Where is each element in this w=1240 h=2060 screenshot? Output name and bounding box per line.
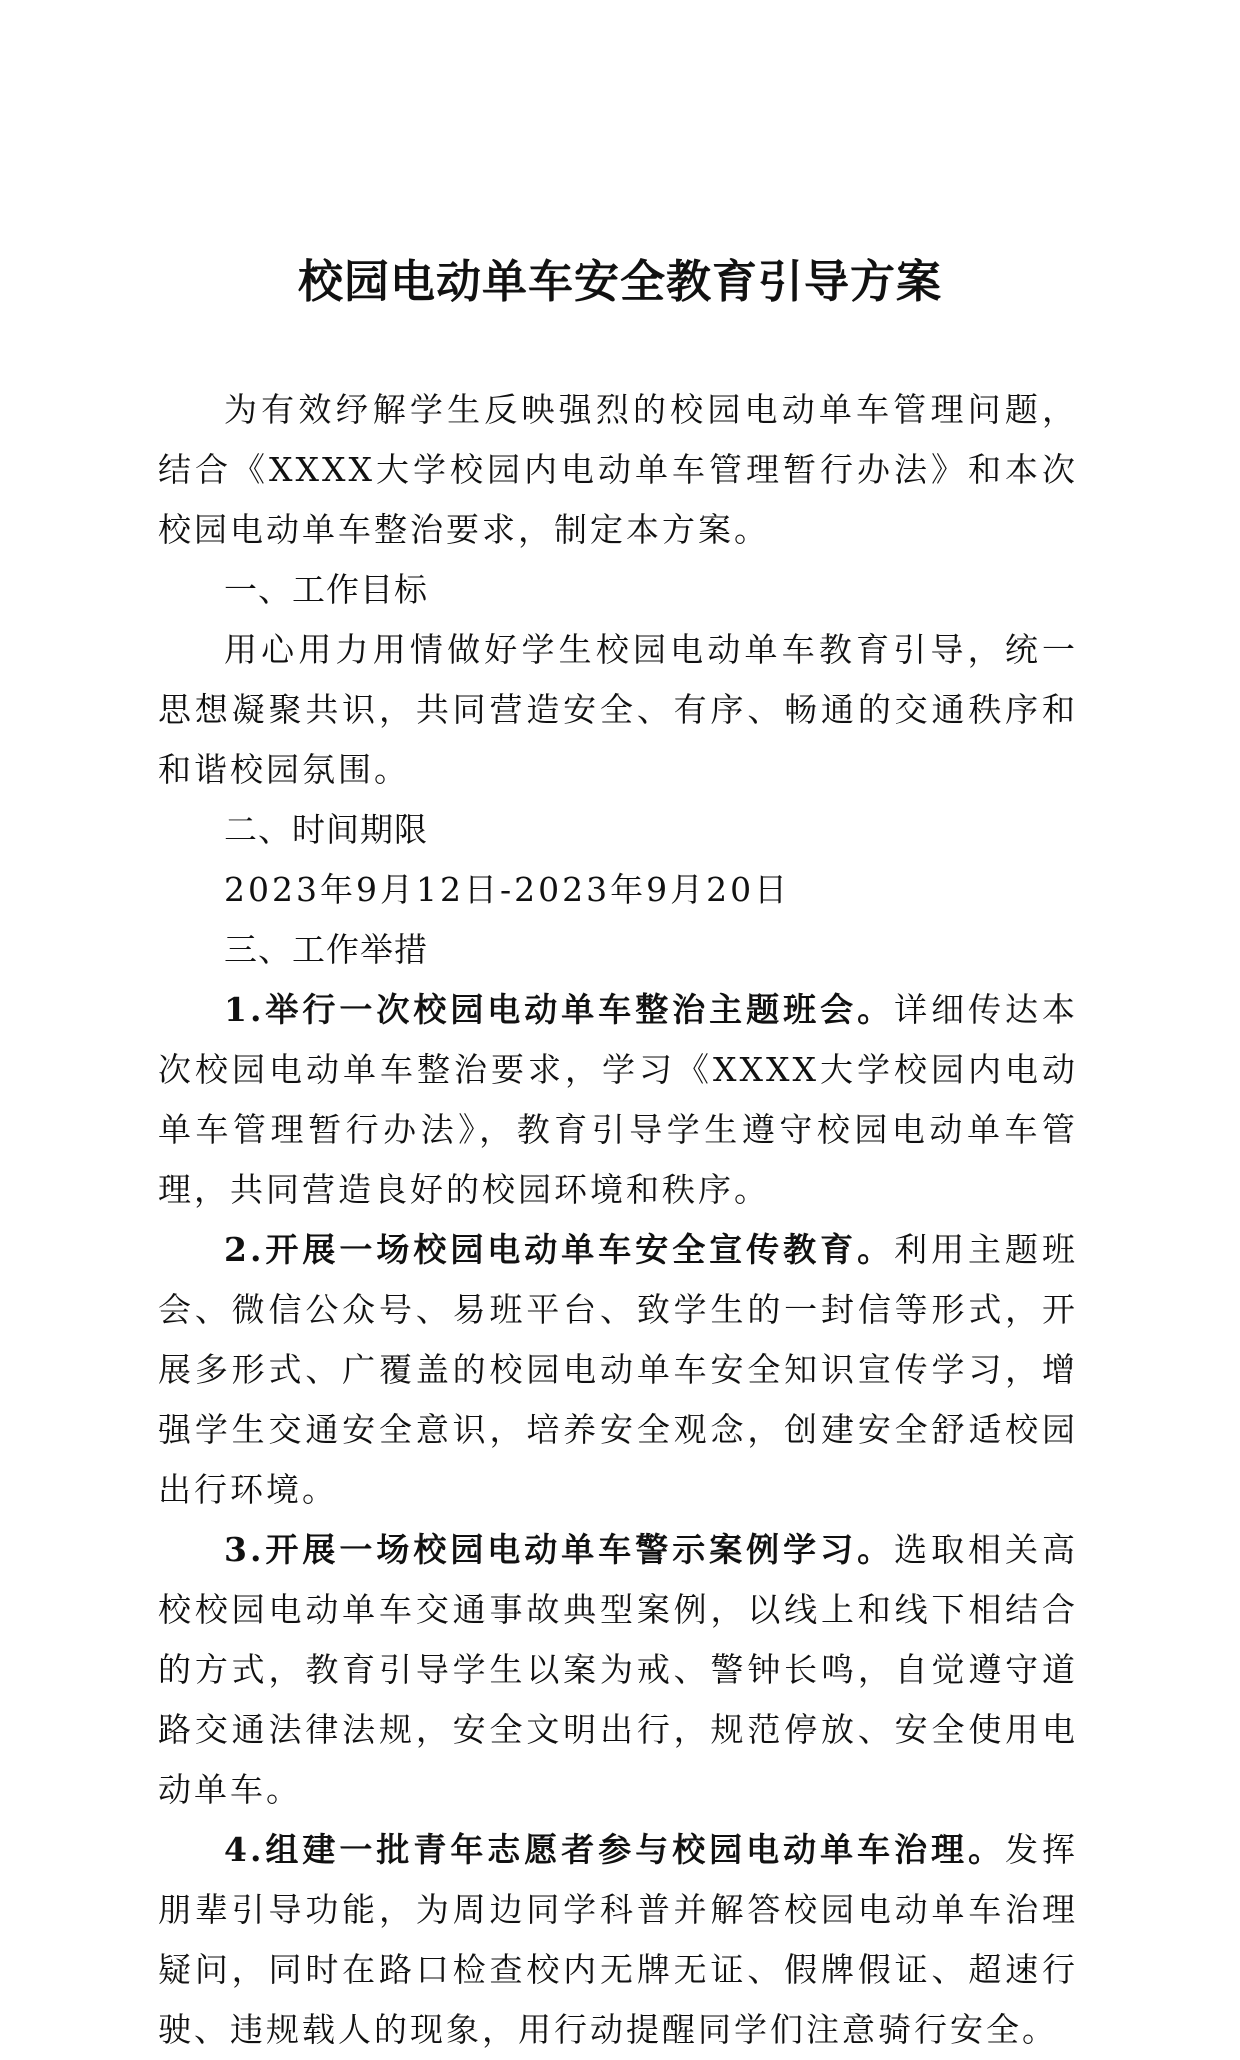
document-body — [158, 380, 1078, 2060]
measure-item-text: 发挥朋辈引导功能，为周边同学科普并解答校园电动单车治理疑问，同时在路口检查校内无牌无证、假牌假证、超速行驶、违规载人的现象，用行动提醒同学们注意骑行安全。 — [158, 1830, 1079, 2049]
section-heading-period: 二、时间期限 — [224, 810, 428, 849]
section-heading-goal: 一、工作目标 — [224, 570, 428, 609]
goal-paragraph: 用心用力用情做好学生校园电动单车教育引导，统一思想凝聚共识，共同营造安全、有序、畅通的交通秩序和和谐校园氛围。 — [158, 630, 1078, 789]
measure-item-lead: 3.开展一场校园电动单车警示案例学习。 — [224, 1530, 895, 1569]
measure-item — [158, 1520, 1078, 1820]
measure-item-text: 选取相关高校校园电动单车交通事故典型案例，以线上和线下相结合的方式，教育引导学生以案为戒、警钟长鸣，自觉遵守道路交通法律法规，安全文明出行，规范停放、安全使用电动单车。 — [158, 1530, 1079, 1809]
measure-item-text: 利用主题班会、微信公众号、易班平台、致学生的一封信等形式，开展多形式、广覆盖的校园电动单车安全知识宣传学习，增强学生交通安全意识，培养安全观念，创建安全舒适校园出行环境。 — [158, 1230, 1079, 1509]
measure-item-lead: 1.举行一次校园电动单车整治主题班会。 — [224, 990, 895, 1029]
measure-item — [158, 1220, 1078, 1520]
measure-item-lead: 2.开展一场校园电动单车安全宣传教育。 — [224, 1230, 895, 1269]
measure-item — [158, 1820, 1078, 2060]
measure-item-text: 详细传达本次校园电动单车整治要求，学习《XXXX大学校园内电动单车管理暂行办法》，教育引导学生遵守校园电动单车管理，共同营造良好的校园环境和秩序。 — [158, 990, 1079, 1209]
intro-paragraph: 为有效纾解学生反映强烈的校园电动单车管理问题，结合《XXXX大学校园内电动单车管理暂行办法》和本次校园电动单车整治要求，制定本方案。 — [158, 390, 1078, 549]
measure-item — [158, 980, 1078, 1220]
document-title: 校园电动单车安全教育引导方案 — [297, 255, 942, 308]
period-paragraph: 2023年9月12日-2023年9月20日 — [224, 870, 791, 909]
measure-item-lead: 4.组建一批青年志愿者参与校园电动单车治理。 — [224, 1830, 1006, 1869]
section-heading-measures: 三、工作举措 — [224, 930, 428, 969]
